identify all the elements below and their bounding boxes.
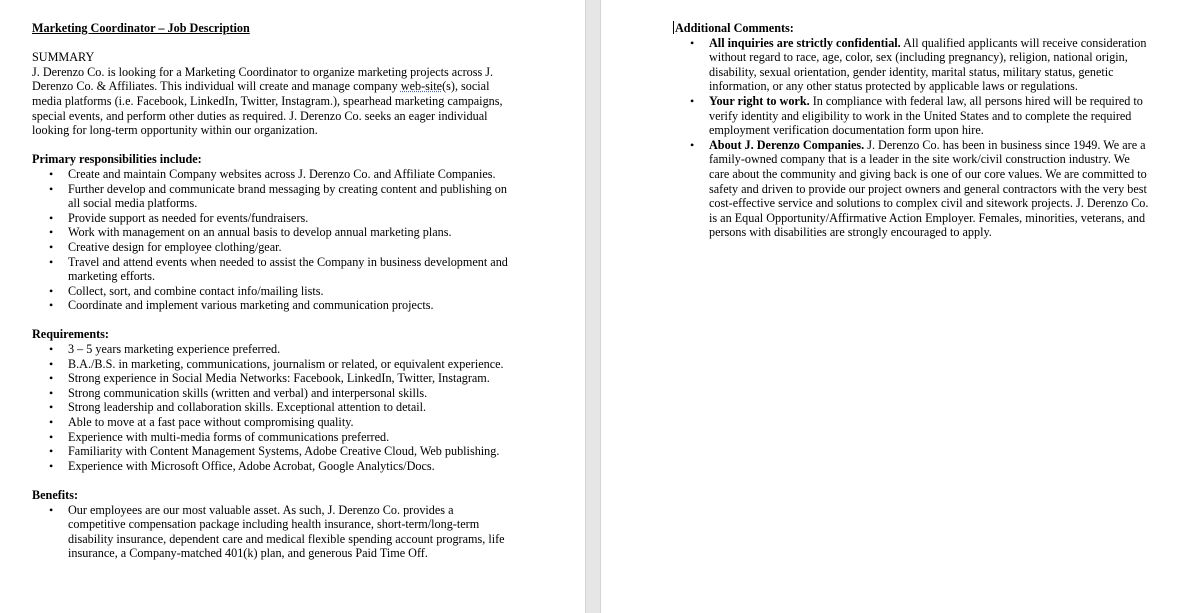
benefit-item: • Our employees are our most valuable asset. As such, J. Derenzo Co. provides a competitive compensation package including health insurance, short-term/long-term disability insurance, dependent care and medical flexible spending account programs, life insurance, a Company-matched 401(k) plan, and generous Paid Time Off. [32, 503, 510, 561]
requirement-item: • B.A./B.S. in marketing, communications, journalism or related, or equivalent experience. [32, 357, 510, 372]
responsibility-item: • Creative design for employee clothing/gear. [32, 240, 510, 255]
requirement-item: • Experience with multi-media forms of communications preferred. [32, 430, 510, 445]
comment-lead: About J. Derenzo Companies. [709, 137, 865, 152]
comment-text: In compliance with federal law, all persons hired will be required to verify identity and eligibility to work in the United States and to complete the required employment verification documentation form upon hire. [709, 93, 1143, 138]
comment-item-confidential [673, 36, 1153, 94]
additional-comments-heading-text: Additional Comments: [675, 21, 794, 35]
comment-lead: Your right to work. [709, 93, 810, 108]
responsibilities-heading: Primary responsibilities include: [32, 152, 202, 167]
summary-text-start: J. Derenzo Co. is looking for a Marketing Coordinator to organize marketing projects across J. Derenzo Co. & Affiliates. This individual will create and manage company [32, 64, 494, 94]
responsibility-item: • Create and maintain Company websites across J. Derenzo Co. and Affiliate Companies. [32, 167, 510, 182]
requirement-item: • Strong leadership and collaboration skills. Exceptional attention to detail. [32, 400, 510, 415]
page-separator [586, 0, 600, 613]
comment-item-about-company [673, 138, 1153, 240]
responsibilities-list [32, 167, 585, 313]
text-cursor [673, 21, 674, 34]
summary-text-end: (s), social media platforms (i.e. Facebook, LinkedIn, Twitter, Instagram.), spearhead marketing campaigns, special events, and perform other duties as required. J. Derenzo Co. seeks an eager individual looking for long-term opportunity within our organization. [32, 79, 503, 138]
requirements-list [32, 342, 585, 473]
requirement-item: • Able to move at a fast pace without compromising quality. [32, 415, 510, 430]
summary-heading: SUMMARY [32, 50, 95, 65]
comment-text: All qualified applicants will receive consideration without regard to race, age, color, sex (including pregnancy), religion, national origin, disability, sexual orientation, gender identity, marital status, military status, genetic information, or any other status protected by applicable laws or regulations. [709, 35, 1147, 94]
summary-paragraph [32, 65, 518, 138]
comment-item-right-to-work [673, 94, 1153, 138]
responsibility-item: • Work with management on an annual basis to develop annual marketing plans. [32, 225, 510, 240]
benefits-heading: Benefits: [32, 488, 79, 502]
website-link-text: web-site [400, 79, 443, 94]
document-page-1[interactable] [0, 0, 586, 613]
responsibility-item: • Further develop and communicate brand messaging by creating content and publishing on all social media platforms. [32, 182, 510, 211]
comment-lead: All inquiries are strictly confidential. [709, 35, 901, 50]
comment-text: J. Derenzo Co. has been in business since 1949. We are a family-owned company that is a leader in the site work/civil construction industry. We care about the community and giving back is one of our core values. We are committed to safety and driven to provide our project owners and general contractors with the very best cost-effective service and solutions to complex civil and sitework projects. J. Derenzo Co. is an Equal Opportunity/Affirmative Action Employer. Females, minorities, veterans, and persons with disabilities are strongly encouraged to apply. [709, 137, 1149, 240]
requirement-item: • Experience with Microsoft Office, Adobe Acrobat, Google Analytics/Docs. [32, 459, 510, 474]
additional-comments-heading [673, 21, 1200, 36]
document-page-2[interactable] [600, 0, 1200, 613]
benefits-list [32, 503, 585, 561]
responsibility-item: • Travel and attend events when needed to assist the Company in business development and marketing efforts. [32, 255, 510, 284]
document-title: Marketing Coordinator – Job Description [32, 21, 250, 35]
additional-comments-list [673, 36, 1200, 240]
requirement-item: • 3 – 5 years marketing experience preferred. [32, 342, 510, 357]
requirements-heading: Requirements: [32, 327, 109, 342]
requirement-item: • Familiarity with Content Management Systems, Adobe Creative Cloud, Web publishing. [32, 444, 510, 459]
responsibility-item: • Provide support as needed for events/fundraisers. [32, 211, 510, 226]
requirement-item: • Strong communication skills (written and verbal) and interpersonal skills. [32, 386, 510, 401]
responsibility-item: • Collect, sort, and combine contact info/mailing lists. [32, 284, 510, 299]
responsibility-item: • Coordinate and implement various marketing and communication projects. [32, 298, 510, 313]
requirement-item: • Strong experience in Social Media Networks: Facebook, LinkedIn, Twitter, Instagram. [32, 371, 510, 386]
